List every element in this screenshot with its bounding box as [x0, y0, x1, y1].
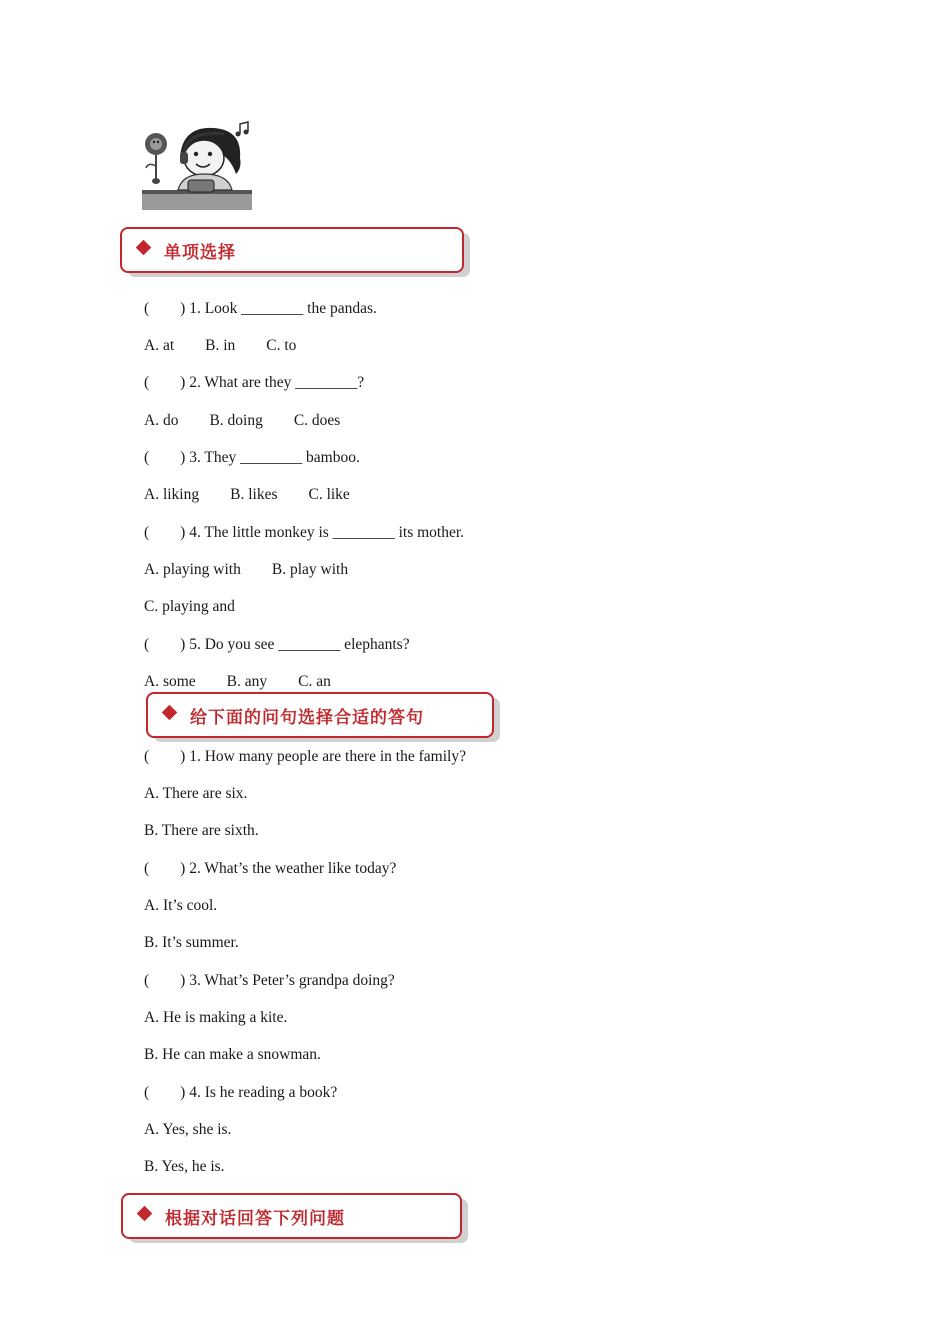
question-1: ( ) 1. Look ________ the pandas. — [144, 300, 377, 317]
answer-3b: B. He can make a snowman. — [144, 1046, 321, 1063]
section-header-single-choice — [120, 227, 464, 273]
answer-4a: A. Yes, she is. — [144, 1121, 232, 1138]
girl-listening-to-music-icon — [138, 118, 254, 214]
diamond-bullet-icon — [136, 240, 152, 256]
options-5: A. some B. any C. an — [144, 673, 331, 690]
question-2: ( ) 2. What are they ________? — [144, 374, 365, 391]
diamond-bullet-icon — [137, 1206, 153, 1222]
options-3: A. liking B. likes C. like — [144, 486, 350, 503]
question-3: ( ) 3. They ________ bamboo. — [144, 449, 360, 466]
answer-2b: B. It’s summer. — [144, 934, 239, 951]
options-4a: A. playing with B. play with — [144, 561, 349, 578]
diamond-bullet-icon — [162, 705, 178, 721]
question-2: ( ) 2. What’s the weather like today? — [144, 860, 397, 877]
answer-3a: A. He is making a kite. — [144, 1009, 288, 1026]
answer-1a: A. There are six. — [144, 785, 248, 802]
options-1: A. at B. in C. to — [144, 337, 297, 354]
section-title: 给下面的问句选择合适的答句 — [190, 708, 424, 728]
question-1: ( ) 1. How many people are there in the family? — [144, 748, 466, 765]
section-title: 根据对话回答下列问题 — [165, 1209, 345, 1229]
question-3: ( ) 3. What’s Peter’s grandpa doing? — [144, 972, 395, 989]
section-header-match-answers — [146, 692, 494, 738]
options-2: A. do B. doing C. does — [144, 412, 341, 429]
question-5: ( ) 5. Do you see ________ elephants? — [144, 636, 410, 653]
answer-1b: B. There are sixth. — [144, 822, 259, 839]
question-4: ( ) 4. The little monkey is ________ its mother. — [144, 524, 465, 541]
options-4b: C. playing and — [144, 598, 235, 615]
section-header-dialogue-questions — [121, 1193, 462, 1239]
answer-4b: B. Yes, he is. — [144, 1158, 225, 1175]
question-4: ( ) 4. Is he reading a book? — [144, 1084, 338, 1101]
section-title: 单项选择 — [164, 243, 236, 263]
answer-2a: A. It’s cool. — [144, 897, 218, 914]
